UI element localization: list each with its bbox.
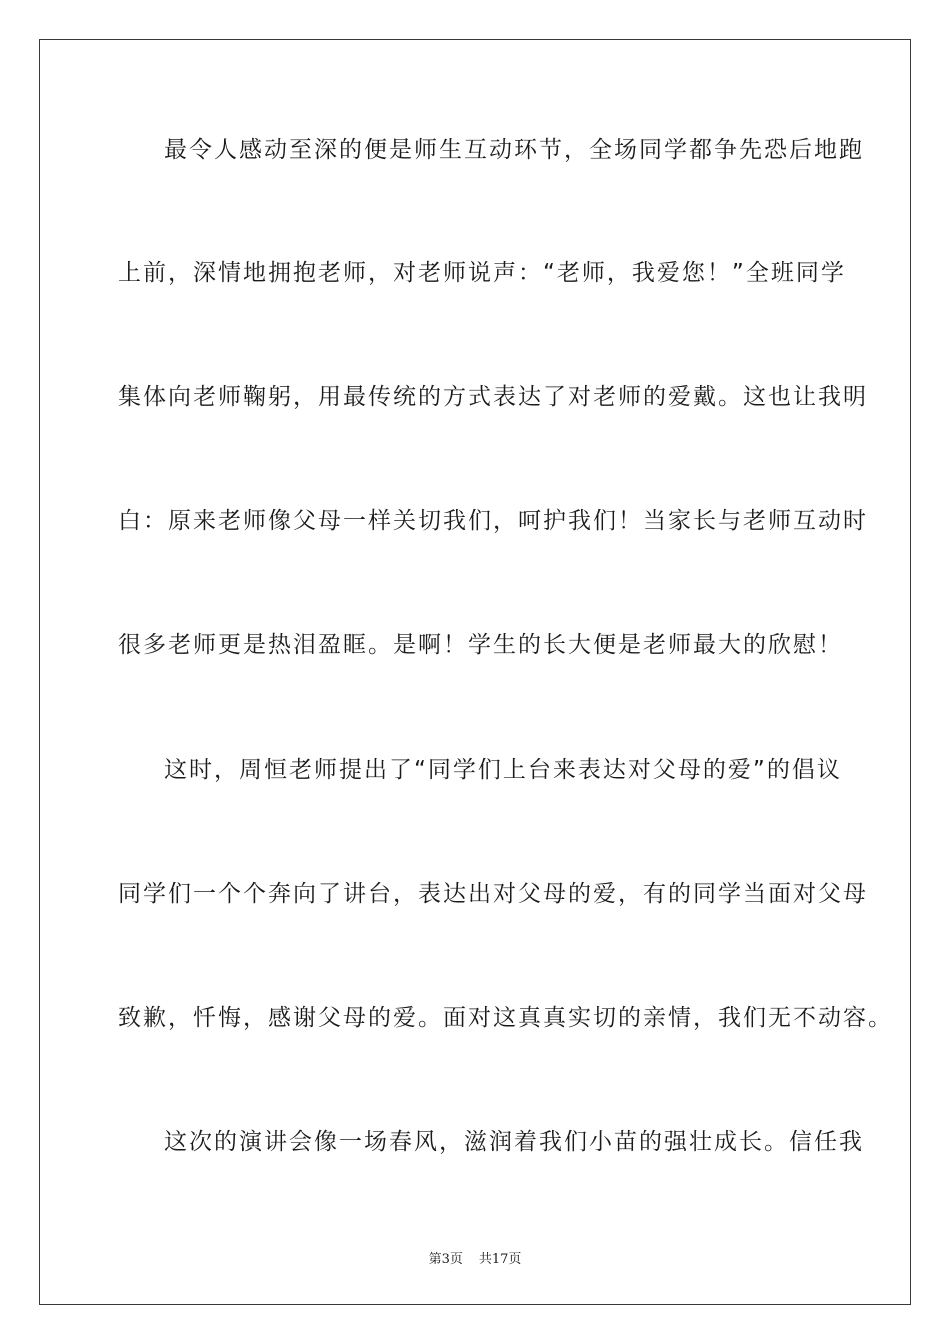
- text-line-9: 这次的演讲会像一场春风，滋润着我们小苗的强壮成长。信任我: [164, 1129, 864, 1155]
- page-footer: [0, 1248, 950, 1267]
- text-line-5: 很多老师更是热泪盈眶。是啊！学生的长大便是老师最大的欣慰！: [118, 632, 843, 658]
- text-line-2: 上前，深情地拥抱老师，对老师说声：“老师，我爱您！”全班同学: [118, 260, 846, 286]
- text-line-1: 最令人感动至深的便是师生互动环节，全场同学都争先恐后地跑: [164, 137, 864, 163]
- page-total: 共17页: [478, 1252, 522, 1267]
- text-line-7: 同学们一个个奔向了讲台，表达出对父母的爱，有的同学当面对父母: [118, 881, 868, 907]
- text-line-6: 这时，周恒老师提出了“同学们上台来表达对父母的爱”的倡议: [164, 757, 842, 783]
- page-number: 第3页: [428, 1252, 463, 1267]
- text-line-8: 致歉，忏悔，感谢父母的爱。面对这真真实切的亲情，我们无不动容。: [118, 1005, 893, 1031]
- text-line-4: 白：原来老师像父母一样关切我们，呵护我们！当家长与老师互动时: [118, 508, 868, 534]
- text-line-3: 集体向老师鞠躬，用最传统的方式表达了对老师的爱戴。这也让我明: [118, 384, 868, 410]
- page-border: [39, 39, 911, 1305]
